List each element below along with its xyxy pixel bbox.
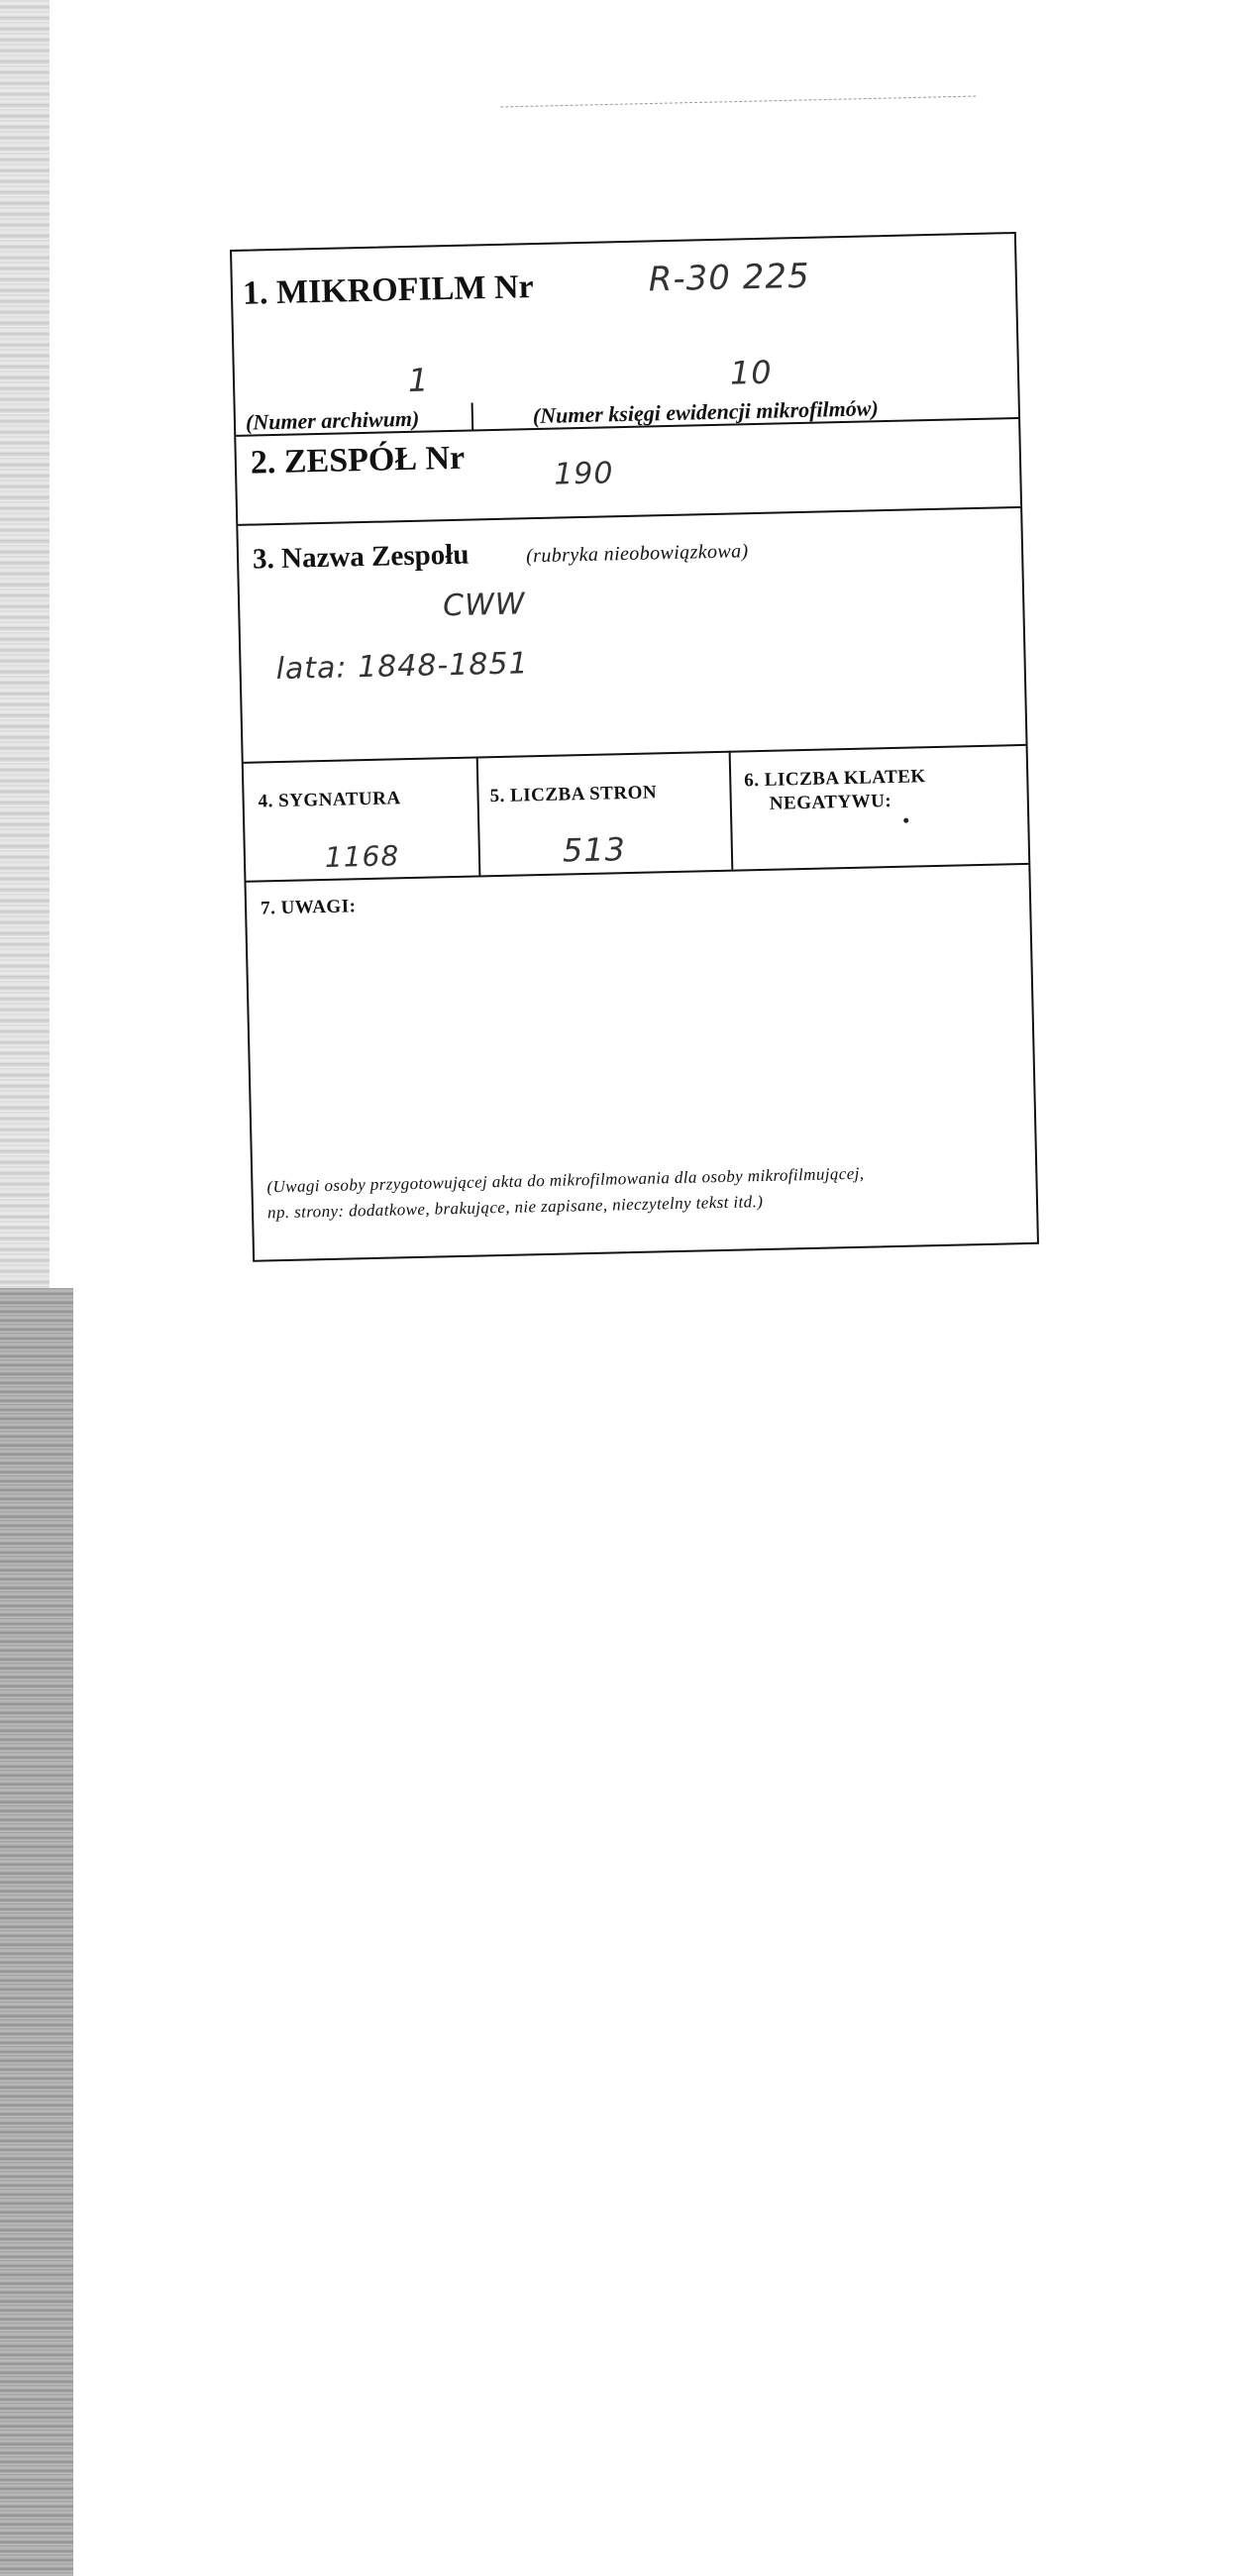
zespol-nr-value: 190	[553, 456, 614, 492]
nazwa-zespolu-note: (rubryka nieobowiązkowa)	[525, 540, 749, 568]
sygnatura-value: 1168	[324, 839, 400, 874]
details-divider-1	[476, 756, 481, 875]
archive-number-value: 1	[407, 361, 430, 399]
microfilm-form-card	[230, 232, 1039, 1262]
scan-edge-right	[0, 1288, 73, 2576]
nazwa-zespolu-heading: 3. Nazwa Zespołu	[252, 538, 470, 576]
uwagi-footnote-line2: np. strony: dodatkowe, brakujące, nie zapisane, nieczytelny tekst itd.)	[266, 1192, 764, 1223]
mikrofilm-nr-value: R-30 225	[648, 256, 811, 300]
sygnatura-heading: 4. SYGNATURA	[258, 788, 401, 812]
register-number-value: 10	[729, 353, 774, 392]
nazwa-zespolu-years: lata: 1848-1851	[275, 646, 529, 688]
register-number-label: (Numer księgi ewidencji mikrofilmów)	[532, 395, 880, 429]
nazwa-zespolu-value: CWW	[442, 587, 526, 624]
section1-divider	[471, 402, 474, 429]
liczba-stron-value: 513	[562, 830, 627, 870]
uwagi-heading: 7. UWAGI:	[260, 896, 357, 919]
scan-edge-left	[0, 0, 50, 1288]
zespol-heading: 2. ZESPÓŁ Nr	[250, 439, 466, 482]
mikrofilm-heading: 1. MIKROFILM Nr	[242, 268, 535, 312]
scan-top-mark	[500, 76, 976, 108]
ink-speck	[903, 818, 908, 823]
liczba-stron-heading: 5. LICZBA STRON	[489, 782, 658, 807]
liczba-klatek-heading: 6. LICZBA KLATEK	[744, 766, 926, 792]
archive-number-label: (Numer archiwum)	[245, 405, 420, 435]
section-mikrofilm	[232, 234, 1018, 437]
section-uwagi	[246, 863, 1036, 1260]
negatywu-heading: NEGATYWU:	[769, 790, 892, 814]
details-divider-2	[729, 751, 734, 870]
section-nazwa-zespolu	[238, 506, 1025, 764]
section-details	[244, 744, 1029, 883]
uwagi-footnote-line1: (Uwagi osoby przygotowującej akta do mikrofilmowania dla osoby mikrofilmującej,	[266, 1163, 865, 1197]
